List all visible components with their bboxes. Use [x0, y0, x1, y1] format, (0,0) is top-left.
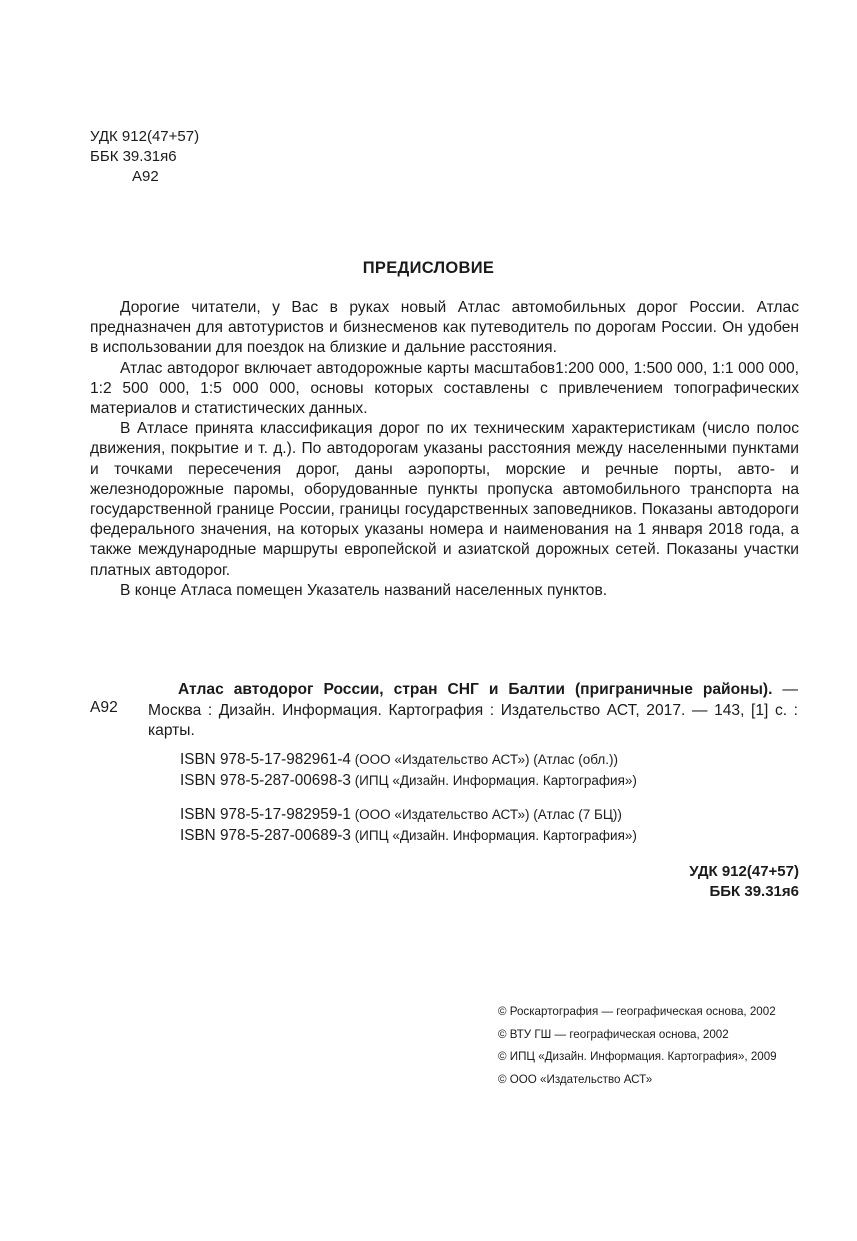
classification-codes: [90, 127, 199, 187]
bbk-code-bottom: ББК 39.31я6: [709, 883, 799, 900]
isbn-line: ISBN 978-5-17-982959-1 (ООО «Издательство АСТ») (Атлас (7 БЦ)): [180, 806, 622, 823]
udk-code: УДК 912(47+57): [90, 128, 200, 145]
copyright-line: © ИПЦ «Дизайн. Информация. Картография», 2009: [498, 1050, 777, 1063]
copyright-notices: [498, 1001, 777, 1091]
preface-paragraph-1: Дорогие читатели, у Вас в руках новый Атлас автомобильных дорог России. Атлас предназначен для автотуристов и бизнесменов как путеводитель по дорогам России. Он удобен в использовании для поездок на близкие и дальние расстояния.: [90, 299, 799, 357]
isbn-line: ISBN 978-5-17-982961-4 (ООО «Издательство АСТ») (Атлас (обл.)): [180, 751, 618, 768]
page-title: ПРЕДИСЛОВИЕ: [362, 259, 495, 277]
isbn-group-2: [180, 805, 637, 846]
bibliography-code: А92: [90, 699, 118, 716]
copyright-line: © Роскартография — географическая основа, 2002: [498, 1005, 776, 1018]
udk-code-bottom: УДК 912(47+57): [689, 863, 799, 880]
author-mark: А92: [132, 168, 159, 185]
preface-body: [90, 298, 799, 601]
bibliography-imprint: — Москва : Дизайн. Информация. Картография : Издательство АСТ, 2017. — 143, [1] с. : карты.: [148, 681, 798, 739]
bibliographic-record: [148, 680, 798, 742]
bibliography-title: Атлас автодорог России, стран СНГ и Балтии (приграничные районы).: [178, 681, 773, 698]
preface-paragraph-3: В Атласе принята классификация дорог по их техническим характеристикам (число полос движения, покрытие и т. д.). По автодорогам указаны расстояния между населенными пунктами и точками пересечения дорог, даны аэропорты, морские и речные порты, авто- и железнодорожные паромы, оборудованные пункты пропуска автомобильного транспорта на государственной границе России, границы государственных заповедников. Показаны автодороги федерального значения, на которых указаны номера и наименования на 1 января 2018 года, а также международные маршруты европейской и азиатской дорожных сетей. Показаны участки платных автодорог.: [90, 420, 799, 579]
copyright-line: © ВТУ ГШ — географическая основа, 2002: [498, 1027, 729, 1041]
preface-paragraph-2: Атлас автодорог включает автодорожные карты масштабов1:200 000, 1:500 000, 1:1 000 000, 1:2 500 000, 1:5 000 000, основы которых составлены с привлечением топографических материалов и статистических данных.: [90, 359, 799, 418]
isbn-line: ISBN 978-5-287-00689-3 (ИПЦ «Дизайн. Информация. Картография»): [180, 826, 637, 844]
preface-paragraph-4: В конце Атласа помещен Указатель названий населенных пунктов.: [120, 581, 608, 599]
isbn-line: ISBN 978-5-287-00698-3 (ИПЦ «Дизайн. Информация. Картография»): [180, 771, 637, 789]
isbn-group-1: [180, 750, 637, 791]
classification-codes-bottom: [689, 862, 799, 902]
copyright-line: © ООО «Издательство АСТ»: [498, 1072, 653, 1086]
bbk-code: ББК 39.31я6: [90, 148, 177, 165]
